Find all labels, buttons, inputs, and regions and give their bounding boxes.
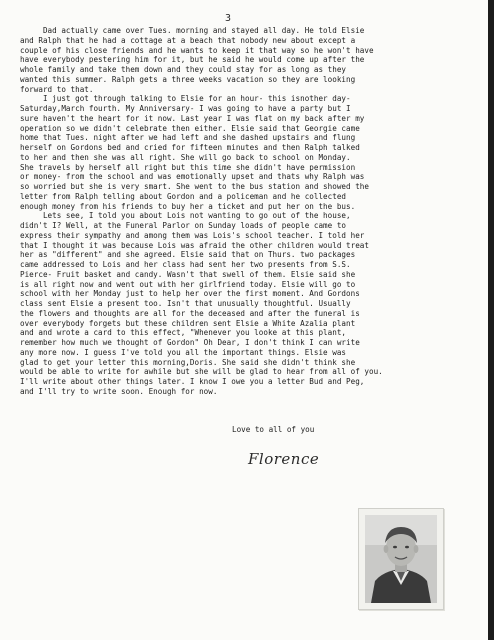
letter-line: or money- from the school and was emotionally upset and thats why Ralph was: [20, 172, 365, 182]
letter-line: any more now. I guess I've told you all the important things. Elsie was: [20, 347, 347, 357]
letter-line: forward to that.: [20, 84, 94, 94]
letter-line: would be able to write for awhile but she will be glad to hear from all of you.: [20, 367, 383, 377]
photo-frame: [358, 508, 444, 610]
letter-line: class sent Elsie a present too. Isn't that unusually thoughtful. Usually: [20, 299, 351, 308]
letter-line: Saturday,March fourth. My Anniversary- I was going to have a party but I: [20, 104, 351, 113]
letter-line: school with her Monday just to help her over the first moment. And Gordons: [20, 289, 360, 299]
letter-line: She travels by herself all right but this time she didn't have permission: [20, 162, 356, 172]
letter-line: Dad actually came over Tues. morning and stayed all day. He told Elsie: [20, 26, 365, 35]
letter-line: didn't I? Well, at the Funeral Parlor on Sunday loads of people came to: [20, 221, 347, 230]
letter-line: have everybody pestering him for it, but he said he would come up after the: [20, 55, 365, 65]
letter-line: Lets see, I told you about Lois not wanting to go out of the house,: [20, 211, 351, 221]
letter-line: operation so we didn't celebrate then either. Elsie said that Georgie came: [20, 123, 360, 133]
portrait-photo: [365, 515, 437, 603]
letter-line: and and wrote a card to this effect, "Whenever you looke at this plant,: [20, 328, 347, 338]
letter-line: her as "different" and she agreed. Elsie said that on Thurs. two packages: [20, 250, 356, 260]
letter-line: over everybody forgets but these children sent Elsie a White Azalia plant: [20, 318, 356, 328]
letter-line: enough money from his friends to buy her a ticket and put her on the bus.: [20, 201, 356, 211]
letter-line: wanted this summer. Ralph gets a three weeks vacation so they are looking: [20, 74, 356, 84]
letter-line: sure haven't the heart for it now. Last year I was flat on my back after my: [20, 113, 365, 123]
letter-line: that I thought it was because Lois was afraid the other children would treat: [20, 240, 369, 250]
letter-line: I'll write about other things later. I know I owe you a letter Bud and Peg,: [20, 377, 365, 386]
letter-body: [20, 26, 482, 397]
letter-line: I just got through talking to Elsie for an hour- this isnother day-: [20, 94, 351, 104]
letter-line: couple of his close friends and he wants to keep it that way so he won't have: [20, 45, 374, 55]
page-number: 3: [225, 13, 232, 24]
letter-line: and I'll try to write soon. Enough for now.: [20, 386, 218, 396]
letter-line: remember how much we thought of Gordon" Oh Dear, I don't think I can write: [20, 338, 360, 347]
letter-line: is all right now and went out with her girlfriend today. Elsie will go to: [20, 279, 356, 289]
letter-line: whole family and take them down and they could stay for as long as they: [20, 65, 347, 74]
letter-line: home that Tues. night after we had left and she dashed upstairs and flung: [20, 133, 356, 143]
letter-line: express their sympathy and among them was Lois's school teacher. I told her: [20, 230, 365, 240]
boy-portrait-image: [365, 515, 437, 603]
letter-line: to her and then she was all right. She will go back to school on Monday.: [20, 152, 351, 162]
letter-line: the flowers and thoughts are all for the deceased and after the funeral is: [20, 308, 360, 318]
scan-border: [488, 0, 494, 640]
letter-line: herself on Gordons bed and cried for fifteen minutes and then Ralph talked: [20, 143, 360, 152]
letter-line: so worried but she is very smart. She went to the bus station and showed the: [20, 182, 369, 191]
letter-line: came addressed to Lois and her class had sent her two presents from S.S.: [20, 260, 351, 269]
closing-line: Love to all of you: [232, 425, 315, 434]
letter-line: and Ralph that he had a cottage at a beach that nobody new about except a: [20, 35, 356, 45]
letter-line: letter from Ralph telling about Gordon and a policeman and he collected: [20, 191, 347, 201]
signature: Florence: [248, 450, 320, 468]
letter-line: Pierce- Fruit basket and candy. Wasn't that swell of them. Elsie said she: [20, 269, 356, 279]
letter-line: glad to get your letter this morning,Doris. She said she didn't think she: [20, 357, 356, 367]
